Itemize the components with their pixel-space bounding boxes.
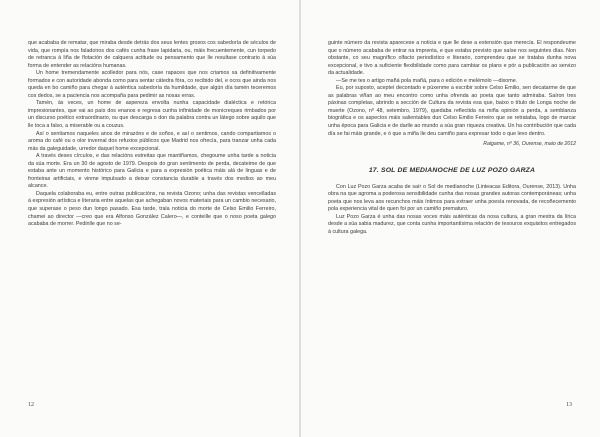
right-paragraph-4: Con Luz Pozo Garza acaba de saír o Sol de medianoche (Linteacas Editora, Ourense, 2013). Unha obra na que agroma a poderosa sensibilidade cunha das nosas grandes autoras contemporáneas; unha poeta que nos leva aos recunchos máis íntimos para extraer unha poesía renovada, de recoñecemento pola experiencia vital de quen foi por un camiño prematuro. [328,183,576,213]
section-title-em: MEDIANOCHE [409,166,458,174]
right-paragraph-2: —Se me tes o artigo mañá pola mañá, para o edición e melémolo —dixome. [336,77,518,84]
section-title [328,167,576,174]
left-paragraph-5: A través deses círculos, e das relacións estreitas que mantiñamos, chegoume unha tarde a noticia da súa morte. Era un 30 de agosto de 1979. Despois do gran sentimento de perda, decateime de que estaba ante un momento histórico para Galicia e para a expresión poética máis alá de linguas e de fronteiras artificiais, e vinme impulsado a deixar constancia durable a través dos medios ao meu alcance. [28,153,276,190]
section-title-prefix: 17. SOL DE [368,166,408,174]
book-gutter [299,0,301,437]
source-signature: Raigame, nº 36, Ourense, maio de 2012 [483,141,576,148]
section-title-suffix: DE LUZ POZO GARZA [460,166,536,174]
left-page [28,40,276,229]
left-paragraph-3: Tamén, ás veces, un home de aspereza envolta nunha capacidade dialéctica e retórica impresionantes, que vai ao país dos enanos e regresa cunha infinidade de monicreques rimbados por un discurso poético extraordinario, ou que descarga o don da palabra contra un látego sobre aquilo que lle toca a falso, a miserable ou a couzus. [28,100,276,130]
left-page-number: 12 [28,402,34,408]
right-paragraph-1: guinte número da revista aparecese a noticia e que lle dese a extensión que merecía. El respondeume que o número acababa de entrar na imprenta, e que estaba previsto que saíse nos seguintes días. Non obstante, co seu magnífico olfacto periodístico e literario, comprendeu que se trataba dunha nova excepcional, e tivo a suficiente flexibilidade como para cambiar os plans e pór a publicación ao servizo da actualidade. [328,40,576,77]
left-paragraph-6: Daquela colaboraba eu, entre outras publicacións, na revista Ozono; unha das revistas vencelladas á expresión artística e literaria entre aquelas que achegaban novos materiais para un cambio necesario, que superase o peso dun longo pasado. Esa tarde, trala noticia do morte de Celso Emilio Ferreiro, chamei ao director —creo que era Alfonso González Calero—, e conteille que o noso poeta galego acababa de morrer. Pedinlle que no se- [28,190,276,228]
left-paragraph-4: Así o sentiamos naqueles anos de mirazóns e de soños, e así o sentimos, cando compartiamos o aroma do café ou o olor invernal dos refuxios públicos que Madrid nos ofrecía, para tranzar unha cada más da galeguidade, urredor daquel home excepcional. [28,130,276,152]
left-paragraph-2: Un home tremendamente acolledor para nós, case rapaces que nos criamos xa definitivamente formados e con autoridade abonda como para sentar cátedra fóra, co recibido del, e ocos que ainda nos queda en bo camiño para chegar á auténtica sabedoría da humildade, que algún día tamén teceremos cos dedos, se a paciencia nos acompaña para pedimir as nosas erras. [28,70,276,99]
right-paragraph-5: Luz Pozo Garza é unha das nosas voces máis auténticas da nosa cultura, a gran mestra da lírica desde a súa sabia madurez, que conta cunha importantísima relación de tesouros exquisitos entregados á cultura galega. [328,213,576,235]
left-paragraph-1: que acababa de rematar, que miraba desde detrás dos seus lentes grosos cos sabedoría de séculos de vida, que rompía nos faladoiros dos cafés cunha frase lapidaria, ou, máis frecuentemente, cun torpedo de retranca á liña de flotación de calquera actitude ou pensamento que lle resultase contrario á súa forma de entender as relacións humanas. [28,40,276,69]
right-page [328,40,576,236]
right-page-number: 13 [566,402,572,408]
right-paragraph-3: Eu, por suposto, acepteí decontado e púxenme a escribir sobre Celso Emilio, sen decatarme de que as palabras viñan ao meu encontro como unha ofrenda ao poeta que tanto admiraba. Saíron tres páxinas completas, abrindo a sección de Cultura da revista esa que, baixo o título de Longa noche de muerte (Ozono, nº 48, setembro, 1979), quedaba reflectida na miña opinión a perda, a semblanza biográfica e os aspectos máis salientables dun Celso Emilio Ferreiro que se retrataba, logo de marcar unha época para Galicia e de darlle ao mundo a súa gran riqueza creativa. Un ha contribución que cada día se fai máis grande, e ó que a miña lle deu camiño para expresar todo o que levo dentro. [328,85,576,137]
